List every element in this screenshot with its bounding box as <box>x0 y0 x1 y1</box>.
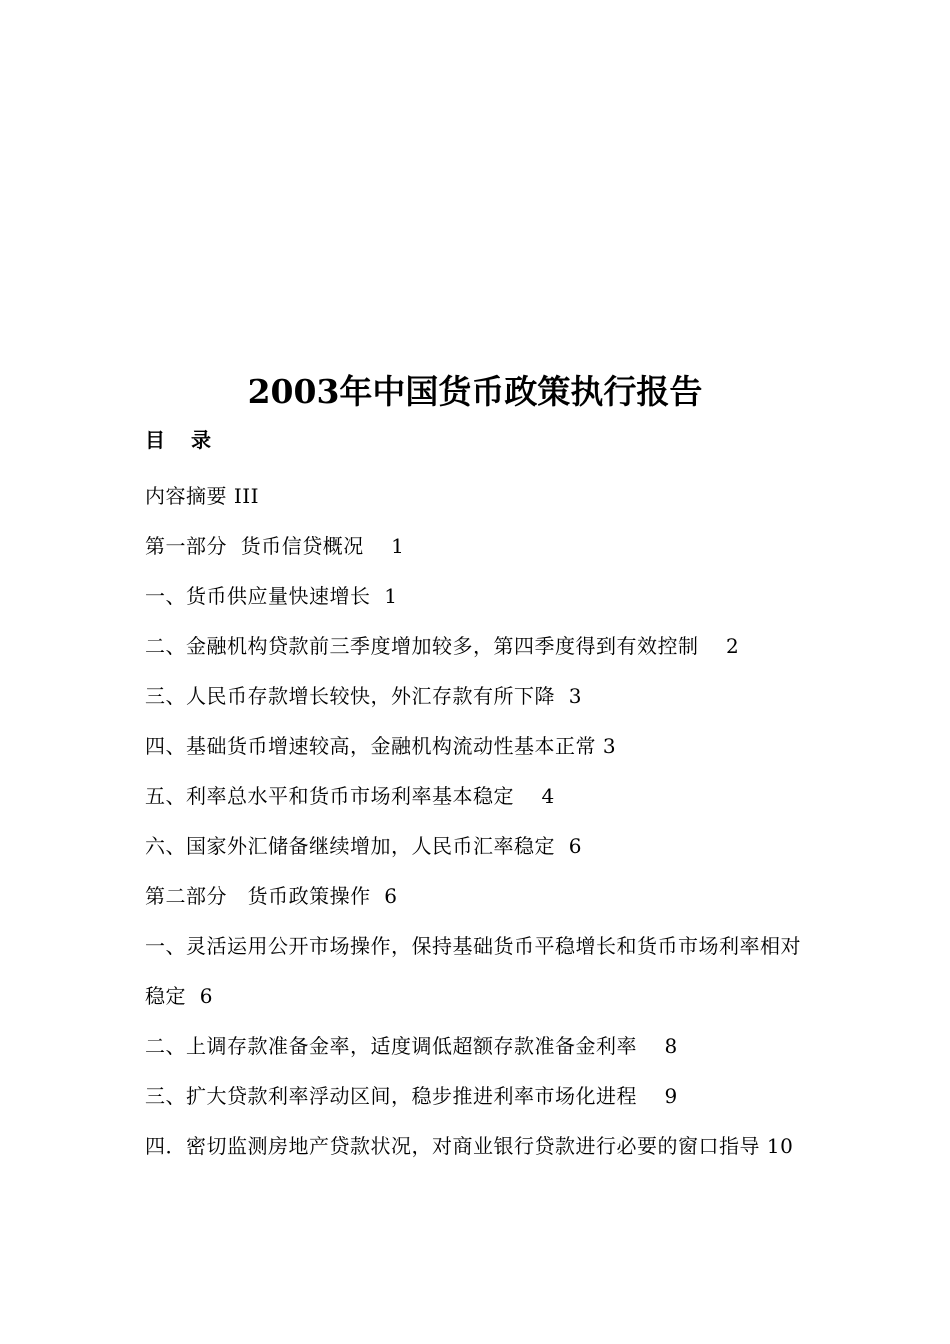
toc-entry-page: 8 <box>664 1034 678 1058</box>
toc-heading-left: 目 <box>145 428 165 452</box>
toc-entry-page: 6 <box>199 984 213 1008</box>
toc-heading-right: 录 <box>191 428 211 452</box>
toc-entry-page: 10 <box>766 1134 794 1158</box>
toc-entry[interactable] <box>145 1121 810 1171</box>
table-of-contents <box>145 421 815 1171</box>
toc-entry[interactable] <box>145 621 815 671</box>
toc-entry-page: 6 <box>384 884 398 908</box>
toc-entry-page: 4 <box>541 784 555 808</box>
document-title: 2003年中国货币政策执行报告 <box>247 372 703 411</box>
toc-entry-page: 2 <box>725 634 740 658</box>
toc-entry-page: 3 <box>602 734 617 758</box>
toc-entry-page: 1 <box>391 534 405 558</box>
toc-entry-page: 6 <box>568 834 582 858</box>
toc-entry[interactable] <box>145 571 815 621</box>
toc-entry-text: 二、金融机构贷款前三季度增加较多，第四季度得到有效控制 <box>145 634 699 658</box>
toc-entry-text: 五、利率总水平和货币市场利率基本稳定 <box>145 784 514 808</box>
toc-entry-text: 三、人民币存款增长较快，外汇存款有所下降 <box>145 684 555 708</box>
toc-entry-text: 一、货币供应量快速增长 <box>145 584 371 608</box>
toc-entry-text: 六、国家外汇储备继续增加，人民币汇率稳定 <box>145 834 555 858</box>
toc-entry[interactable] <box>145 1071 815 1121</box>
toc-entry-text: 一、灵活运用公开市场操作，保持基础货币平稳增长和货币市场利率相对稳定 <box>145 934 801 1008</box>
toc-entry-text: 四、基础货币增速较高，金融机构流动性基本正常 <box>145 734 596 758</box>
toc-entry[interactable] <box>145 771 815 821</box>
toc-entry[interactable] <box>145 871 815 921</box>
toc-entry-text: 内容摘要 <box>145 484 227 508</box>
toc-heading <box>145 421 815 471</box>
toc-entry[interactable] <box>145 921 810 1021</box>
toc-entry[interactable] <box>145 471 815 521</box>
toc-entry[interactable] <box>145 721 815 771</box>
toc-entry-text: 第一部分 货币信贷概况 <box>145 534 364 558</box>
toc-entry-text: 三、扩大贷款利率浮动区间，稳步推进利率市场化进程 <box>145 1084 637 1108</box>
toc-entry[interactable] <box>145 1021 815 1071</box>
toc-entry[interactable] <box>145 521 815 571</box>
toc-entry-text: 二、上调存款准备金率，适度调低超额存款准备金利率 <box>145 1034 637 1058</box>
toc-entry-page: 9 <box>664 1084 678 1108</box>
toc-entry-page: 3 <box>568 684 582 708</box>
toc-entry-page: III <box>233 484 260 508</box>
toc-entry-page: 1 <box>384 584 398 608</box>
toc-entry-text: 四．密切监测房地产贷款状况，对商业银行贷款进行必要的窗口指导 <box>145 1134 760 1158</box>
toc-entry-text: 第二部分 货币政策操作 <box>145 884 371 908</box>
toc-entry[interactable] <box>145 671 815 721</box>
toc-entry[interactable] <box>145 821 815 871</box>
